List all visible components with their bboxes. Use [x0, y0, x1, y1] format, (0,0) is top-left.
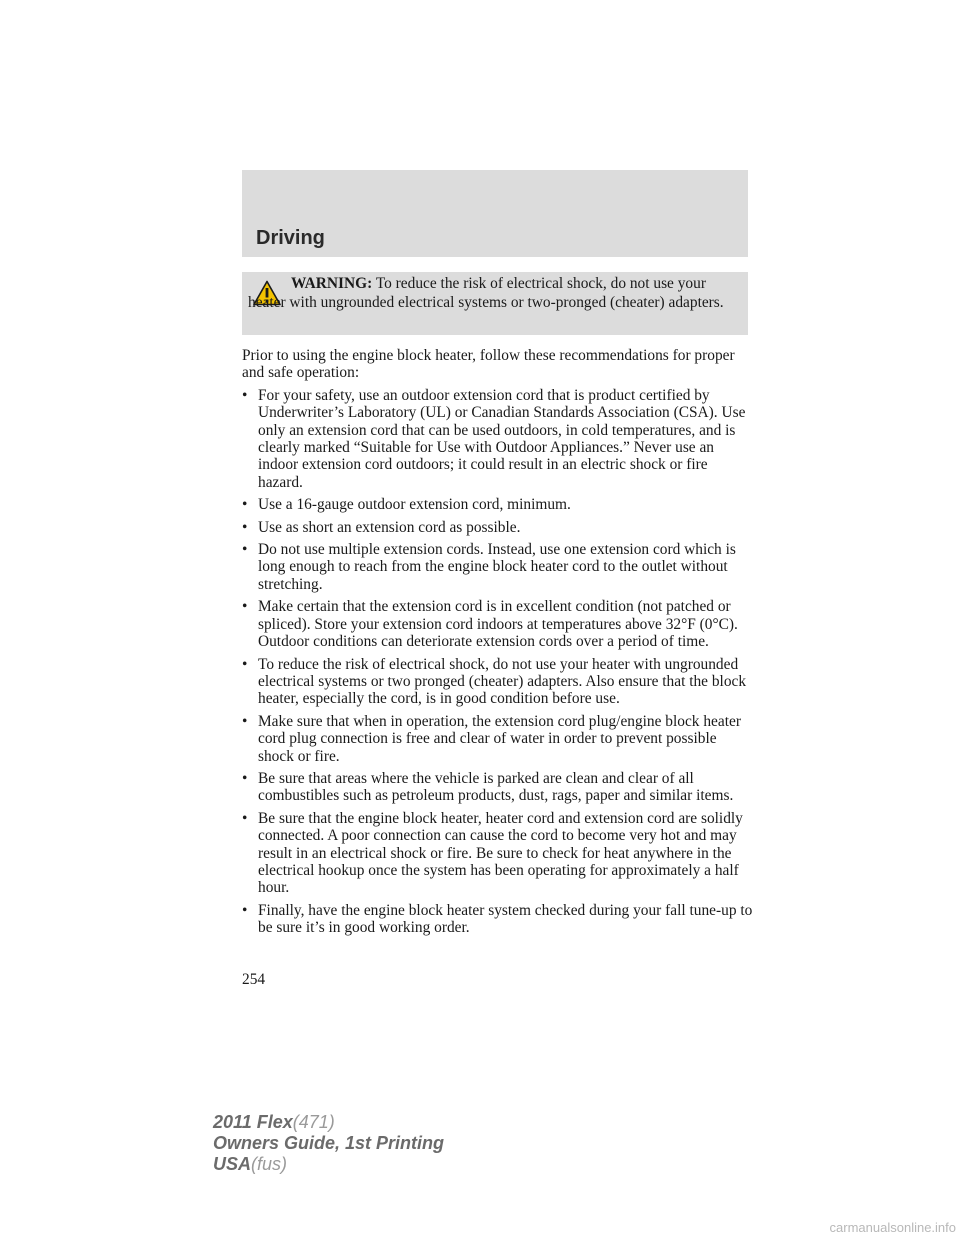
bullet-marker: •: [242, 901, 248, 919]
bullet-item: [242, 902, 754, 937]
bullet-text: To reduce the risk of electrical shock, do not use your heater with ungrounded electrical systems or two pronged (cheater) adapters. Also ensure that the block heater, especially the cord, is in good condition before use.: [258, 655, 747, 708]
warning-box: [242, 272, 748, 335]
page-number: 254: [242, 971, 266, 988]
bullet-marker: •: [242, 598, 248, 616]
body-text: [242, 347, 754, 942]
bullet-item: [242, 387, 754, 491]
warning-label: WARNING:: [291, 275, 373, 292]
bullet-text: Be sure that the engine block heater, heater cord and extension cord are solidly connected. A poor connection can cause the cord to become very hot and may result in an electrical shock or fire. Be sure to check for heat anywhere in the electrical hookup once the system has been operating for approximately a half hour.: [258, 809, 743, 897]
bullet-marker: •: [242, 518, 248, 536]
bullet-marker: •: [242, 712, 248, 730]
watermark: carmanualsonline.info: [829, 1220, 956, 1235]
bullet-item: [242, 541, 754, 593]
bullet-marker: •: [242, 541, 248, 559]
recommendations-list: [242, 387, 754, 937]
warning-message: To reduce the risk of electrical shock, do not use your heater with ungrounded electrical systems or two-pronged (cheater) adapters.: [248, 275, 724, 311]
print-footer: [213, 1112, 444, 1175]
bullet-marker: •: [242, 769, 248, 787]
bullet-marker: •: [242, 809, 248, 827]
footer-line-printing: Owners Guide, 1st Printing: [213, 1133, 445, 1153]
warning-text: [248, 274, 744, 312]
footer-model: 2011 Flex: [213, 1112, 293, 1132]
footer-model-code: (471): [292, 1112, 335, 1132]
bullet-item: [242, 810, 754, 897]
bullet-text: Use a 16-gauge outdoor extension cord, minimum.: [258, 496, 571, 514]
bullet-text: Be sure that areas where the vehicle is parked are clean and clear of all combustibles such as petroleum products, dust, rags, paper and similar items.: [258, 769, 734, 805]
footer-line-market: [213, 1154, 444, 1175]
footer-line-model: [213, 1112, 444, 1133]
bullet-marker: •: [242, 386, 248, 404]
section-title: Driving: [256, 227, 325, 249]
bullet-item: [242, 519, 754, 536]
bullet-text: Do not use multiple extension cords. Instead, use one extension cord which is long enough to reach from the engine block heater cord to the outlet without stretching.: [258, 541, 736, 593]
bullet-marker: •: [242, 655, 248, 673]
bullet-text: Make sure that when in operation, the extension cord plug/engine block heater cord plug connection is free and clear of water in order to prevent possible shock or fire.: [258, 712, 741, 765]
bullet-item: [242, 656, 754, 708]
bullet-marker: •: [242, 496, 248, 514]
bullet-item: [242, 770, 754, 805]
bullet-item: [242, 598, 754, 650]
bullet-text: Use as short an extension cord as possible.: [258, 518, 521, 536]
bullet-text: Make certain that the extension cord is in excellent condition (not patched or spliced). Store your extension cord indoors at temperatures above 32°F (0°C). Outdoor conditions can deteriorate extension cords over a period of time.: [258, 598, 738, 651]
footer-market-code: (fus): [251, 1154, 288, 1174]
bullet-text: For your safety, use an outdoor extension cord that is product certified by Underwriter’s Laboratory (UL) or Canadian Standards Association (CSA). Use only an extension cord that can be used outdoors, in cold temperatures, and is clearly marked “Suitable for Use with Outdoor Appliances.” Never use an indoor extension cord outdoors; it could result in an electric shock or fire hazard.: [258, 386, 746, 491]
intro-paragraph: Prior to using the engine block heater, follow these recommendations for proper and safe operation:: [242, 347, 735, 382]
footer-market: USA: [213, 1154, 252, 1174]
bullet-item: [242, 713, 754, 765]
bullet-item: [242, 496, 754, 513]
bullet-text: Finally, have the engine block heater system checked during your fall tune-up to be sure it’s in good working order.: [258, 901, 753, 937]
